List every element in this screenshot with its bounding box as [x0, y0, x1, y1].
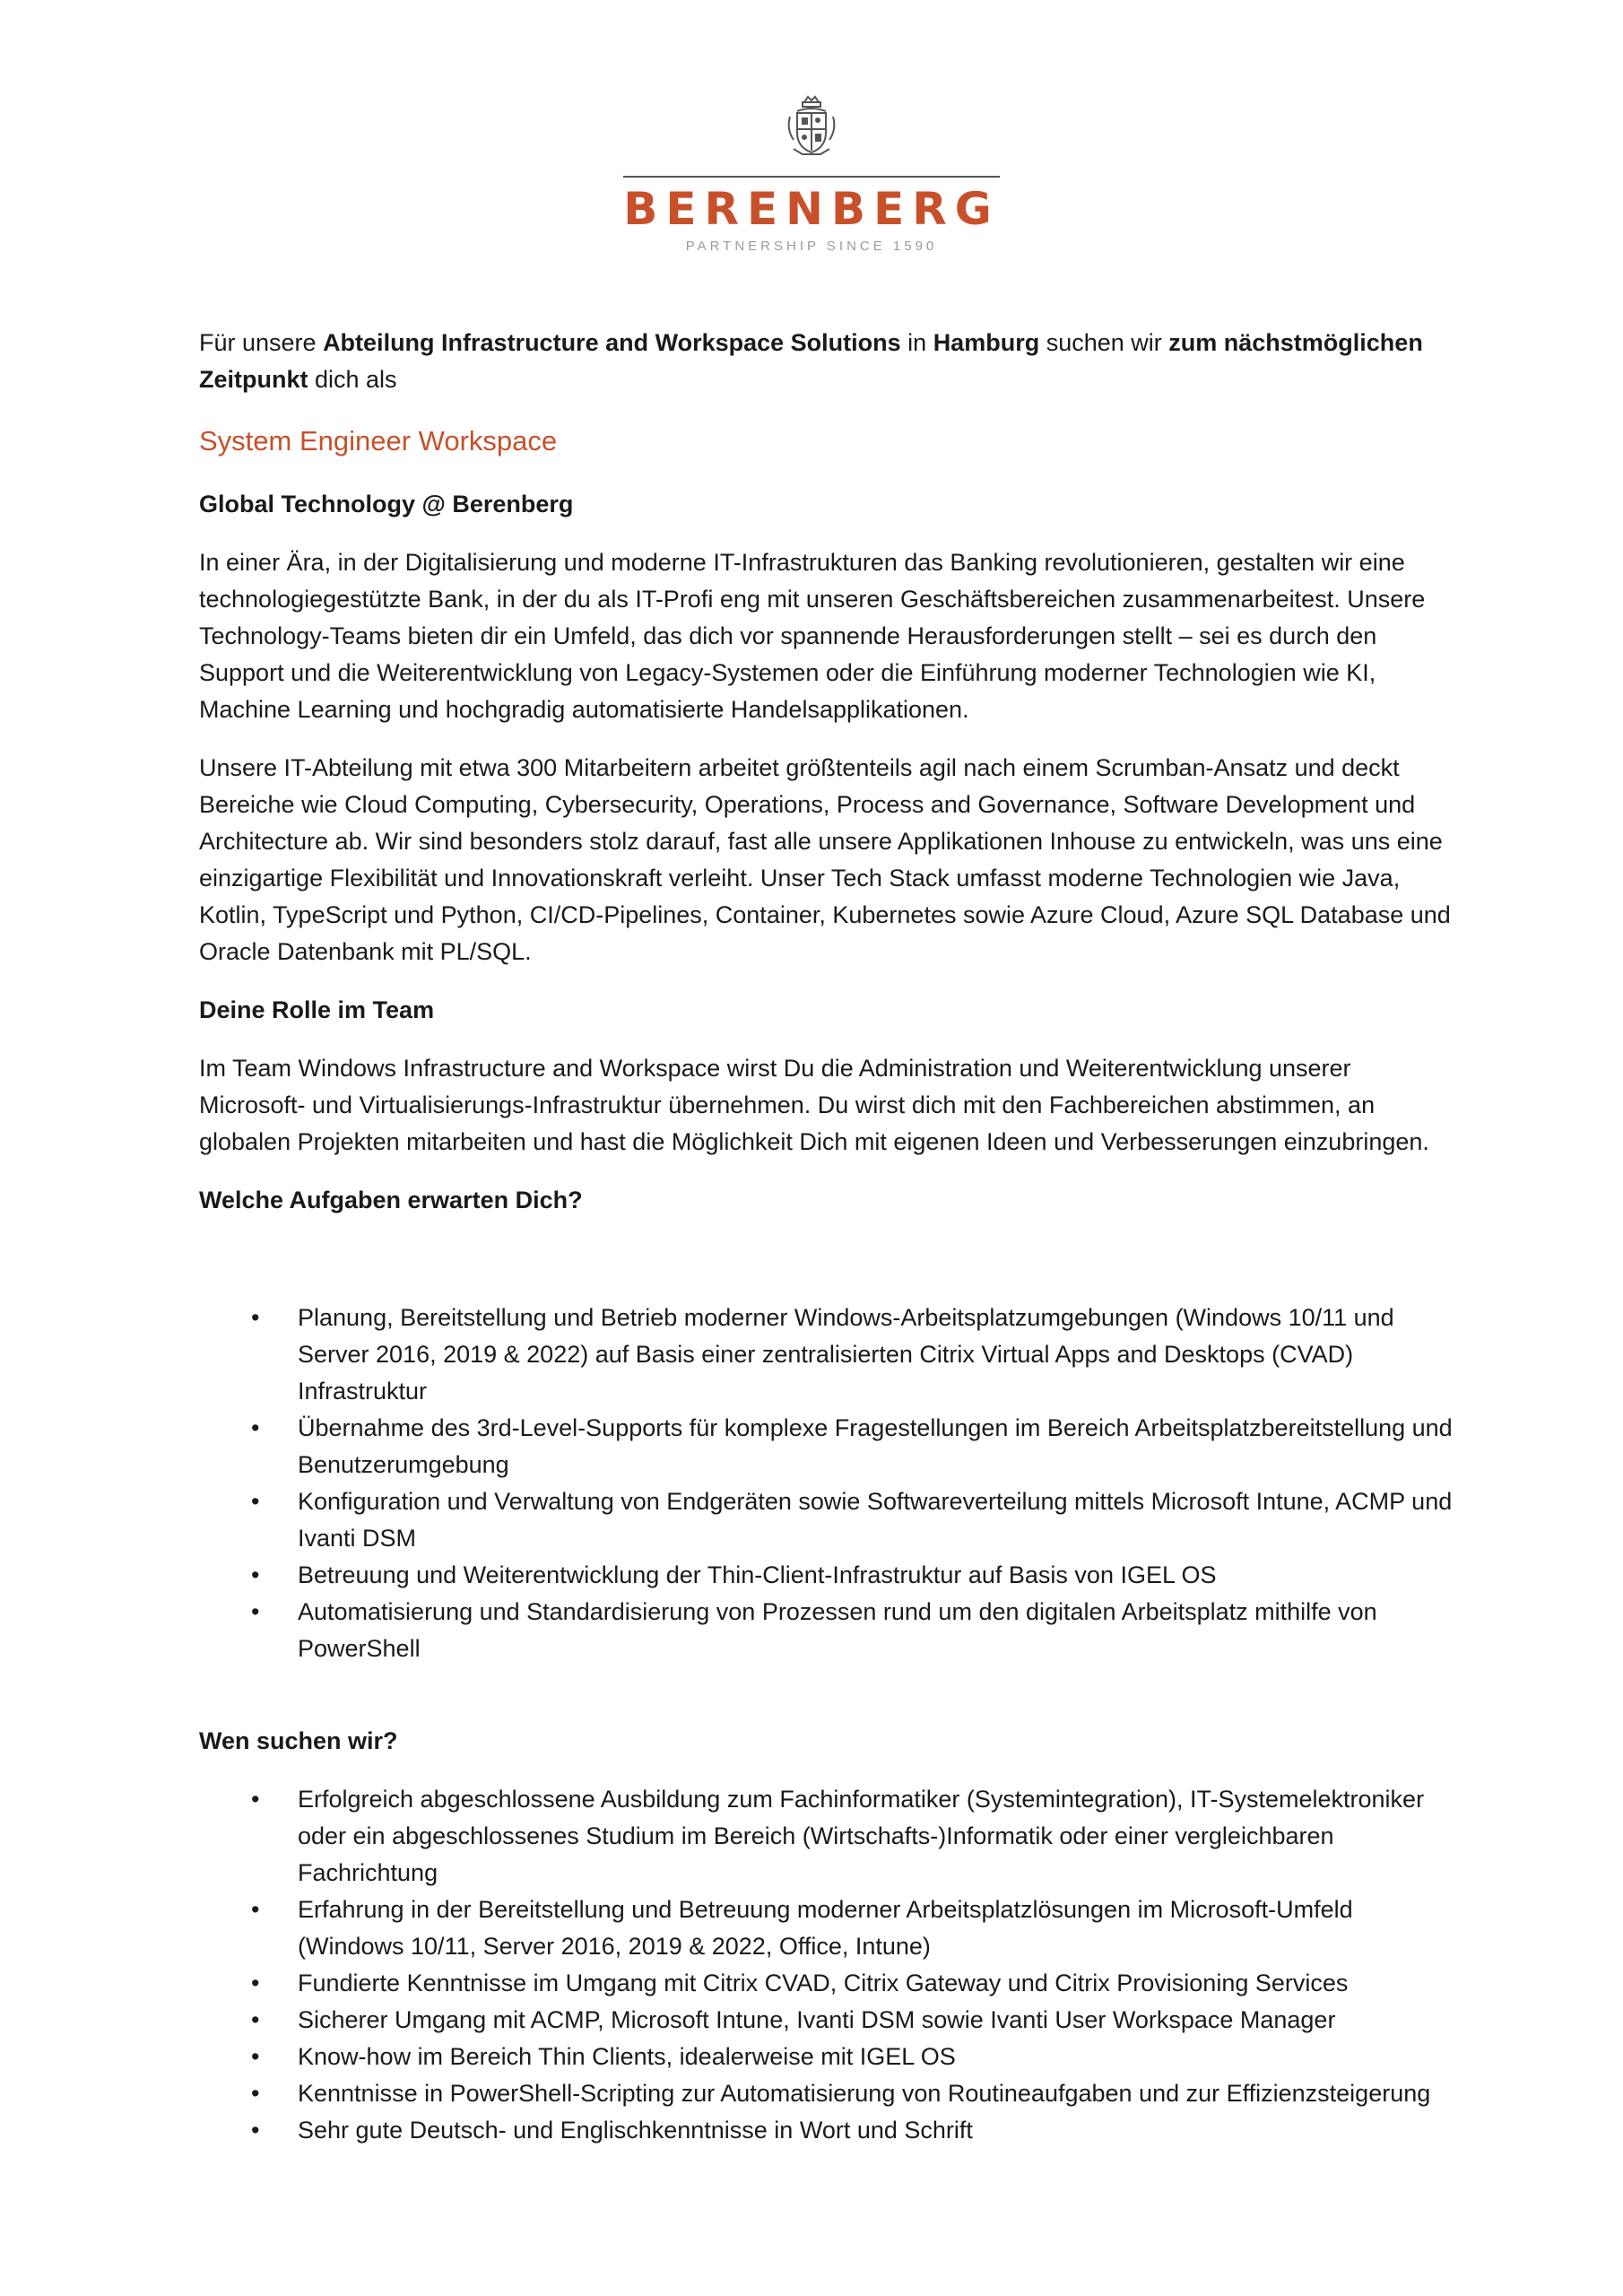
- intro-start-date: zum nächstmöglichen Zeitpunkt: [199, 329, 1423, 393]
- posting-body: [199, 325, 1454, 2149]
- list-item: • Sicherer Umgang mit ACMP, Microsoft Intune, Ivanti DSM sowie Ivanti User Workspace Manager: [199, 2002, 1454, 2039]
- tasks-list: [199, 1300, 1454, 1667]
- list-item: • Konfiguration und Verwaltung von Endgeräten sowie Softwareverteilung mittels Microsoft Intune, ACMP und Ivanti DSM: [199, 1483, 1454, 1557]
- list-item: • Fundierte Kenntnisse im Umgang mit Citrix CVAD, Citrix Gateway und Citrix Provisioning Services: [199, 1965, 1454, 2002]
- paragraph-global-technology-1: In einer Ära, in der Digitalisierung und moderne IT-Infrastrukturen das Banking revolutionieren, gestalten wir eine technologiegestützte Bank, in der du als IT-Profi eng mit unseren Geschäftsbereichen zusammenarbeitest. Unsere Technology-Teams bieten dir ein Umfeld, das dich vor spannende Herausforderungen stellt – sei es durch den Support und die Weiterentwicklung von Legacy-Systemen oder die Einführung moderner Technologien wie KI, Machine Learning und hochgradig automatisierte Handelsapplikationen.: [199, 549, 1426, 723]
- profile-list: [199, 1781, 1454, 2149]
- logo-divider: [623, 176, 1000, 178]
- list-item: • Übernahme des 3rd-Level-Supports für komplexe Fragestellungen im Bereich Arbeitsplatzbereitstellung und Benutzerumgebung: [199, 1410, 1454, 1483]
- list-item: • Erfolgreich abgeschlossene Ausbildung zum Fachinformatiker (Systemintegration), IT-Systemelektroniker oder ein abgeschlossenes Studium im Bereich (Wirtschafts-)Informatik oder einer vergleichbaren Fachrichtung: [199, 1781, 1454, 1892]
- list-item: • Betreuung und Weiterentwicklung der Thin-Client-Infrastruktur auf Basis von IGEL OS: [199, 1557, 1454, 1594]
- brand-name: BERENBERG: [623, 183, 1000, 235]
- list-item: • Erfahrung in der Bereitstellung und Betreuung moderner Arbeitsplatzlösungen im Microsoft-Umfeld (Windows 10/11, Server 2016, 2019 & 2022, Office, Intune): [199, 1892, 1454, 1965]
- paragraph-global-technology-2: Unsere IT-Abteilung mit etwa 300 Mitarbeitern arbeitet größtenteils agil nach einem Scrumban-Ansatz und deckt Bereiche wie Cloud Computing, Cybersecurity, Operations, Process and Governance, Software Development und Architecture ab. Wir sind besonders stolz darauf, fast alle unsere Applikationen Inhouse zu entwickeln, was uns eine einzigartige Flexibilität und Innovationskraft verleiht. Unser Tech Stack umfasst moderne Technologien wie Java, Kotlin, TypeScript und Python, CI/CD-Pipelines, Container, Kubernetes sowie Azure Cloud, Azure SQL Database und Oracle Datenbank mit PL/SQL.: [199, 754, 1451, 965]
- job-title: System Engineer Workspace: [199, 425, 558, 457]
- intro-text-4: dich als: [308, 366, 397, 393]
- company-logo: [0, 93, 1623, 254]
- paragraph-role: Im Team Windows Infrastructure and Workspace wirst Du die Administration und Weiterentwicklung unserer Microsoft- und Virtualisierungs-Infrastruktur übernehmen. Du wirst dich mit den Fachbereichen abstimmen, an globalen Projekten mitarbeiten und hast die Möglichkeit Dich mit eigenen Ideen und Verbesserungen einzubringen.: [199, 1055, 1429, 1155]
- intro-text-3: suchen wir: [1039, 329, 1169, 356]
- spacer: [199, 1240, 1454, 1300]
- heading-tasks: Welche Aufgaben erwarten Dich?: [199, 1187, 583, 1213]
- heading-role: Deine Rolle im Team: [199, 996, 435, 1023]
- list-item: • Know-how im Bereich Thin Clients, idealerweise mit IGEL OS: [199, 2039, 1454, 2075]
- intro-location: Hamburg: [933, 329, 1040, 356]
- list-item: • Planung, Bereitstellung und Betrieb moderner Windows-Arbeitsplatzumgebungen (Windows 10/11 und Server 2016, 2019 & 2022) auf Basis einer zentralisierten Citrix Virtual Apps and Desktops (CVAD) Infrastruktur: [199, 1300, 1454, 1410]
- intro-text-2: in: [900, 329, 933, 356]
- brand-tagline: PARTNERSHIP SINCE 1590: [685, 239, 938, 254]
- berenberg-crest-icon: [785, 93, 838, 158]
- list-item: • Automatisierung und Standardisierung von Prozessen rund um den digitalen Arbeitsplatz mithilfe von PowerShell: [199, 1594, 1454, 1667]
- intro-department: Abteilung Infrastructure and Workspace Solutions: [323, 329, 901, 356]
- list-item: • Kenntnisse in PowerShell-Scripting zur Automatisierung von Routineaufgaben und zur Effizienzsteigerung: [199, 2075, 1454, 2112]
- spacer: [199, 1667, 1454, 1723]
- list-item: • Sehr gute Deutsch- und Englischkenntnisse in Wort und Schrift: [199, 2112, 1454, 2149]
- heading-global-technology: Global Technology @ Berenberg: [199, 491, 574, 517]
- heading-profile: Wen suchen wir?: [199, 1727, 398, 1754]
- intro-paragraph: [199, 325, 1454, 398]
- intro-text-1: Für unsere: [199, 329, 324, 356]
